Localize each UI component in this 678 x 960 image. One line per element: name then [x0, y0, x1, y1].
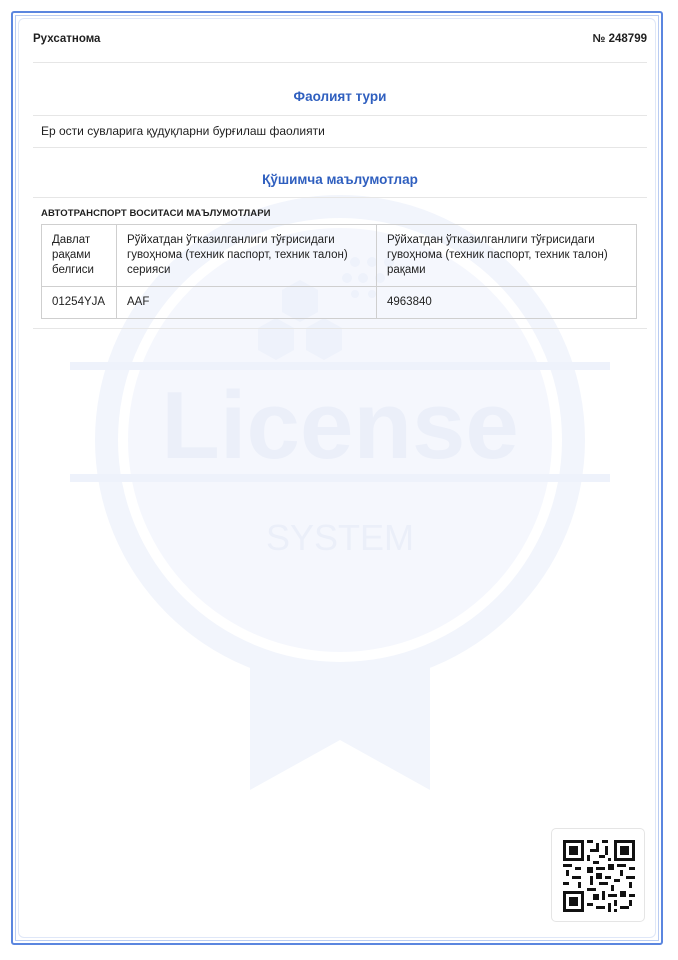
table-row: [42, 287, 637, 319]
document-header: [33, 33, 647, 49]
divider: [33, 115, 647, 116]
document-number: № 248799: [592, 33, 647, 45]
divider: [33, 197, 647, 198]
cell-series: AAF: [117, 287, 377, 319]
cell-plate: 01254YJA: [42, 287, 117, 319]
divider: [33, 328, 647, 329]
document-title: Рухсатнома: [33, 33, 101, 45]
qr-code-icon: [563, 840, 635, 912]
table-header-row: [42, 225, 637, 287]
watermark-word: License: [161, 372, 519, 479]
vehicle-info-subheading: АВТОТРАНСПОРТ ВОСИТАСИ МАЪЛУМОТЛАРИ: [41, 208, 271, 219]
divider: [33, 147, 647, 148]
cell-number: 4963840: [377, 287, 637, 319]
header-cell-number: Рўйхатдан ўтказилганлиги тўғрисидаги гувоҳнома (техник паспорт, техник талон) рақами: [377, 225, 637, 287]
activity-text: Ер ости сувларига қудуқларни бурғилаш фаолияти: [41, 124, 325, 138]
activity-heading: Фаолият тури: [293, 89, 387, 104]
vehicle-info-table: [41, 224, 637, 319]
qr-code-box: [551, 828, 645, 922]
header-cell-series: Рўйхатдан ўтказилганлиги тўғрисидаги гувоҳнома (техник паспорт, техник талон) серияси: [117, 225, 377, 287]
header-cell-plate: Давлат рақами белгиси: [42, 225, 117, 287]
document-frame-inner: [18, 18, 656, 938]
additional-heading: Қўшимча маълумотлар: [262, 172, 418, 187]
watermark-sub: SYSTEM: [265, 517, 415, 558]
divider: [33, 62, 647, 63]
